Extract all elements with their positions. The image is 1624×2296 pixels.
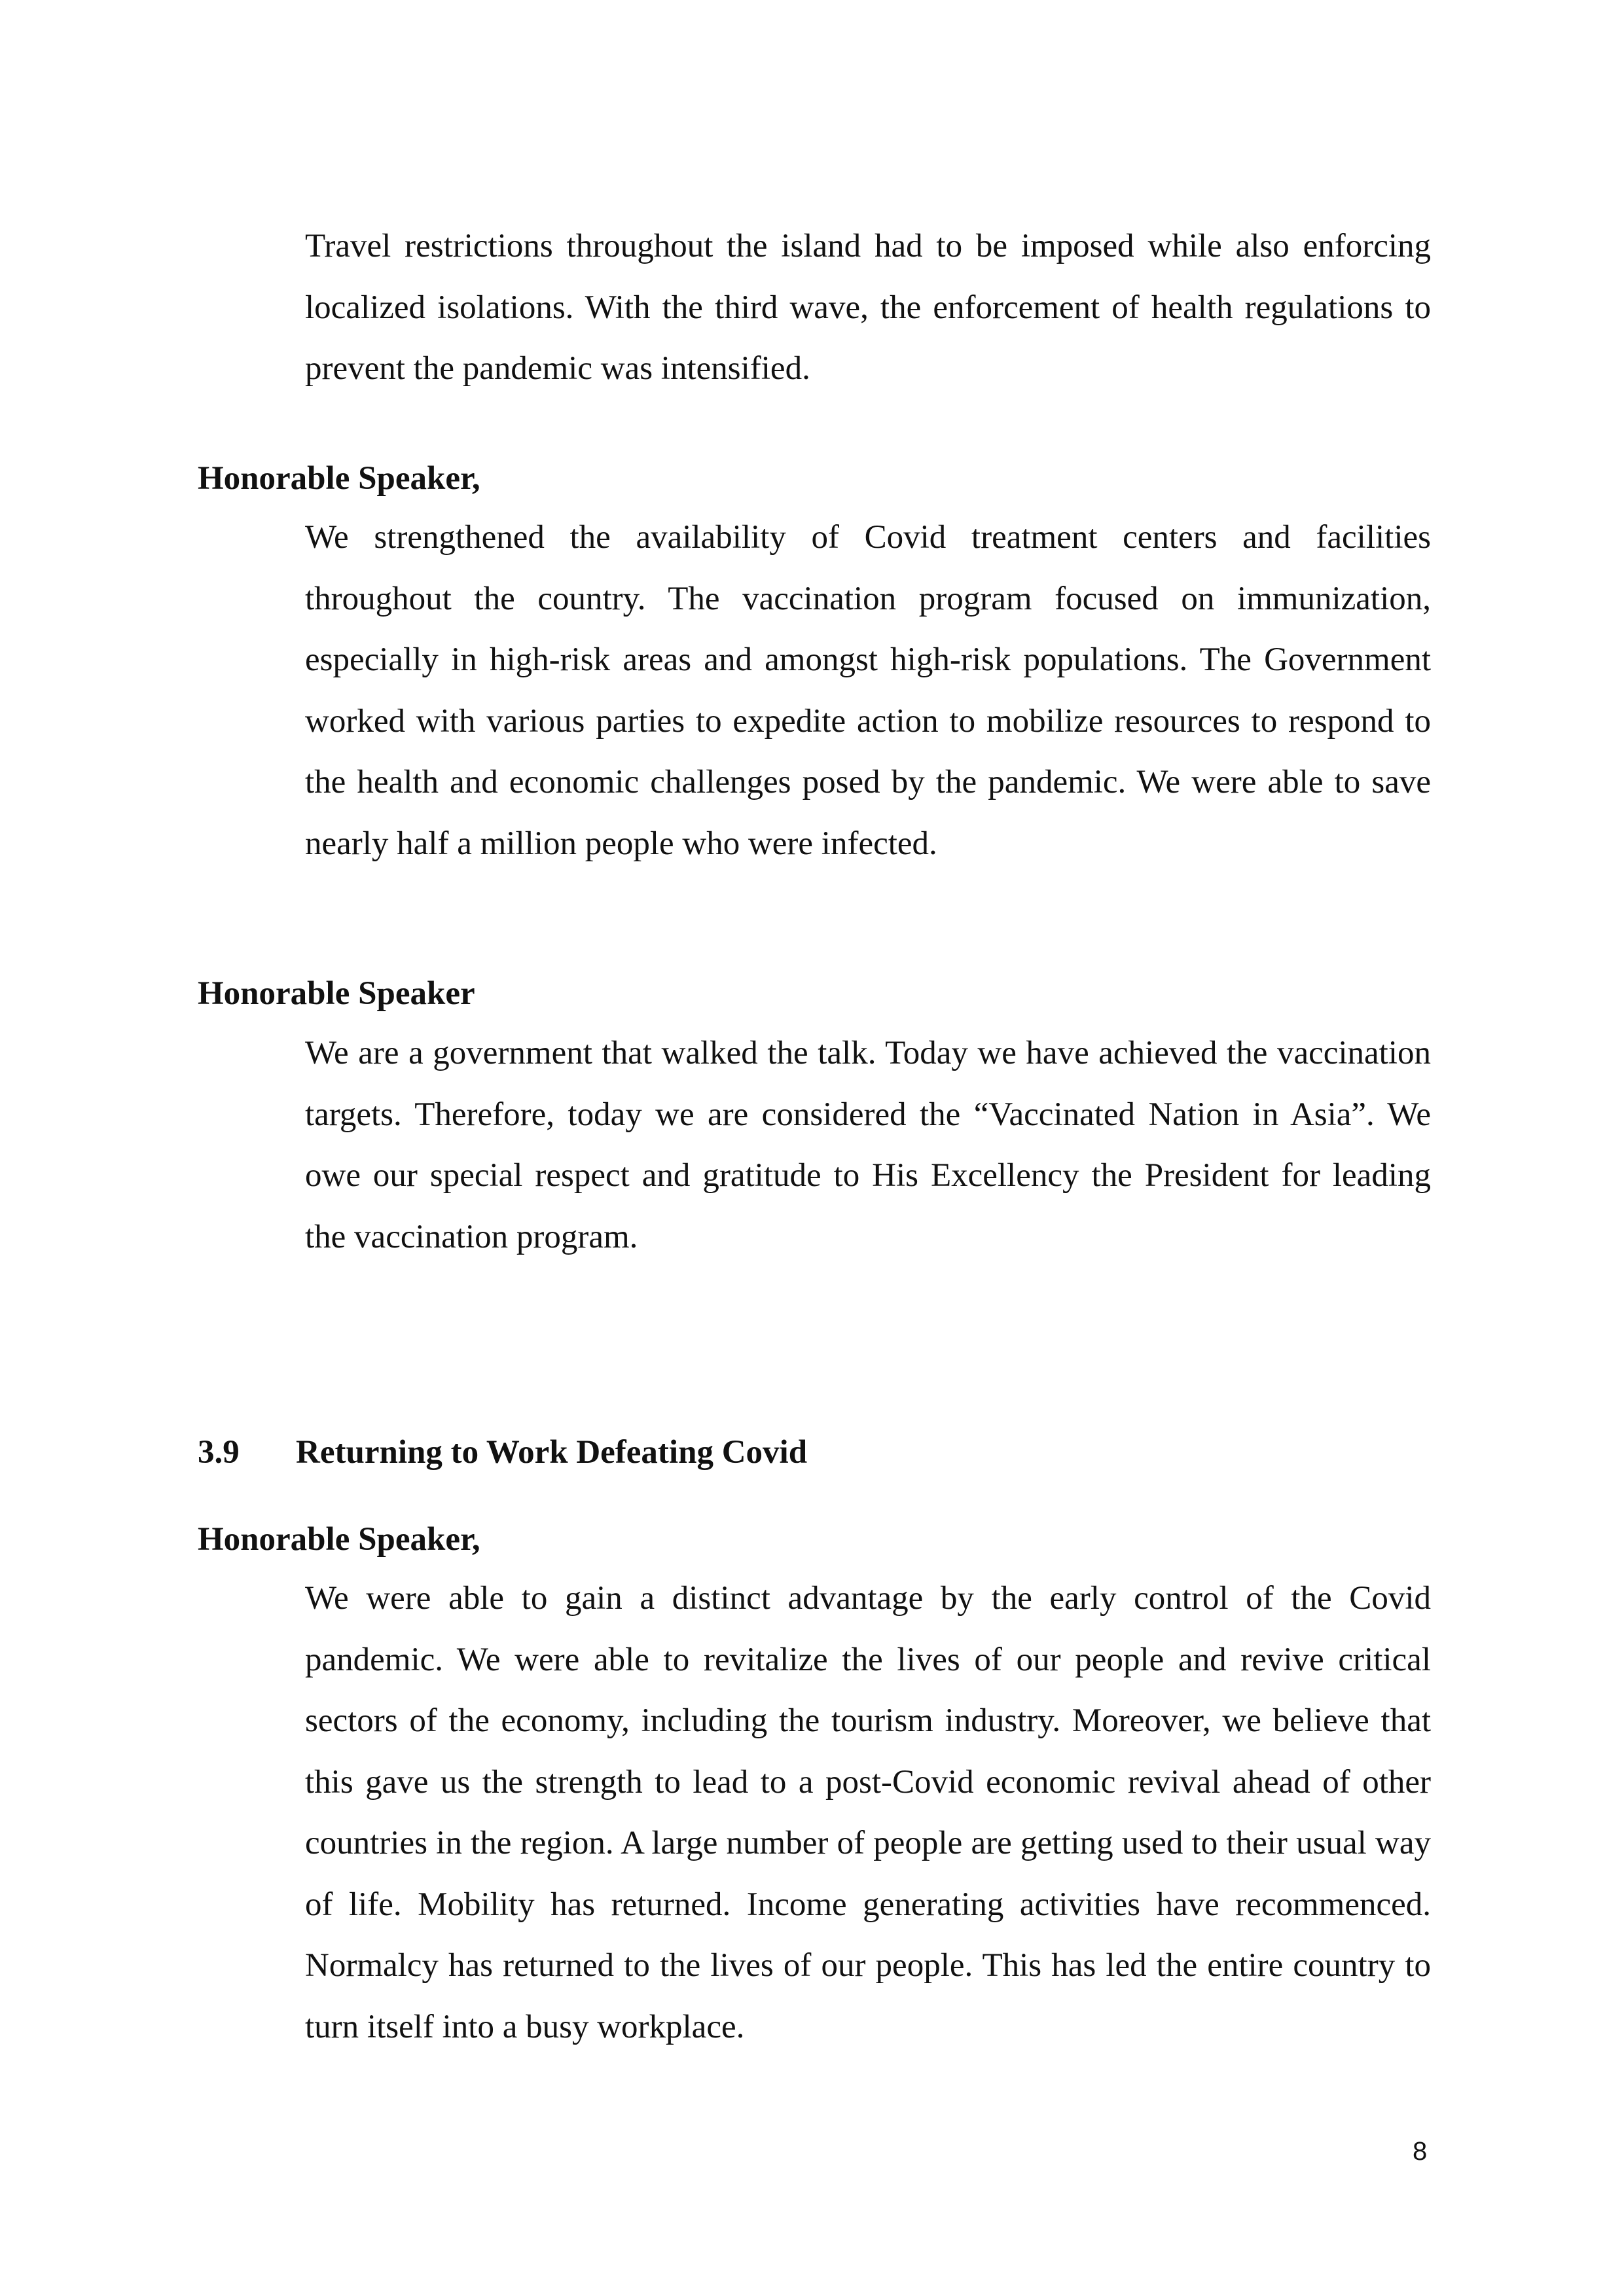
paragraph-treatment-centers: We strengthened the availability of Covid treatment centers and facilities throughout the country. The vaccination program focused on immunization, especially in high-risk areas and amongst high-risk populations. The Government worked with various parties to expedite action to mobilize resources to respond to the health and economic challenges posed by the pandemic. We were able to save nearly half a million people who were infected.	[305, 519, 1431, 862]
salutation-heading: Honorable Speaker,	[198, 460, 480, 497]
paragraph-travel-restrictions: Travel restrictions throughout the island had to be imposed while also enforcing localized isolations. With the third wave, the enforcement of health regulations to prevent the pandemic was intensified.	[305, 228, 1431, 387]
paragraph-vaccination-targets: We are a government that walked the talk. Today we have achieved the vaccination targets. Therefore, today we are considered the “Vaccinated Nation in Asia”. We owe our special respect and gratitude to His Excellency the President for leading the vaccination program.	[305, 1035, 1431, 1255]
salutation-heading: Honorable Speaker,	[198, 1521, 480, 1558]
paragraph-returning-to-work: We were able to gain a distinct advantage by the early control of the Covid pandemic. We were able to revitalize the lives of our people and revive critical sectors of the economy, including the tourism industry. Moreover, we believe that this gave us the strength to lead to a post-Covid economic revival ahead of other countries in the region. A large number of people are getting used to their usual way of life. Mobility has returned. Income generating activities have recommenced. Normalcy has returned to the lives of our people. This has led the entire country to turn itself into a busy workplace.	[305, 1580, 1431, 2045]
section-heading	[198, 1433, 807, 1472]
page-number: 8	[1413, 2137, 1428, 2166]
section-number: 3.9	[198, 1434, 240, 1471]
section-title: Returning to Work Defeating Covid	[296, 1434, 808, 1471]
salutation-heading: Honorable Speaker	[198, 975, 475, 1012]
